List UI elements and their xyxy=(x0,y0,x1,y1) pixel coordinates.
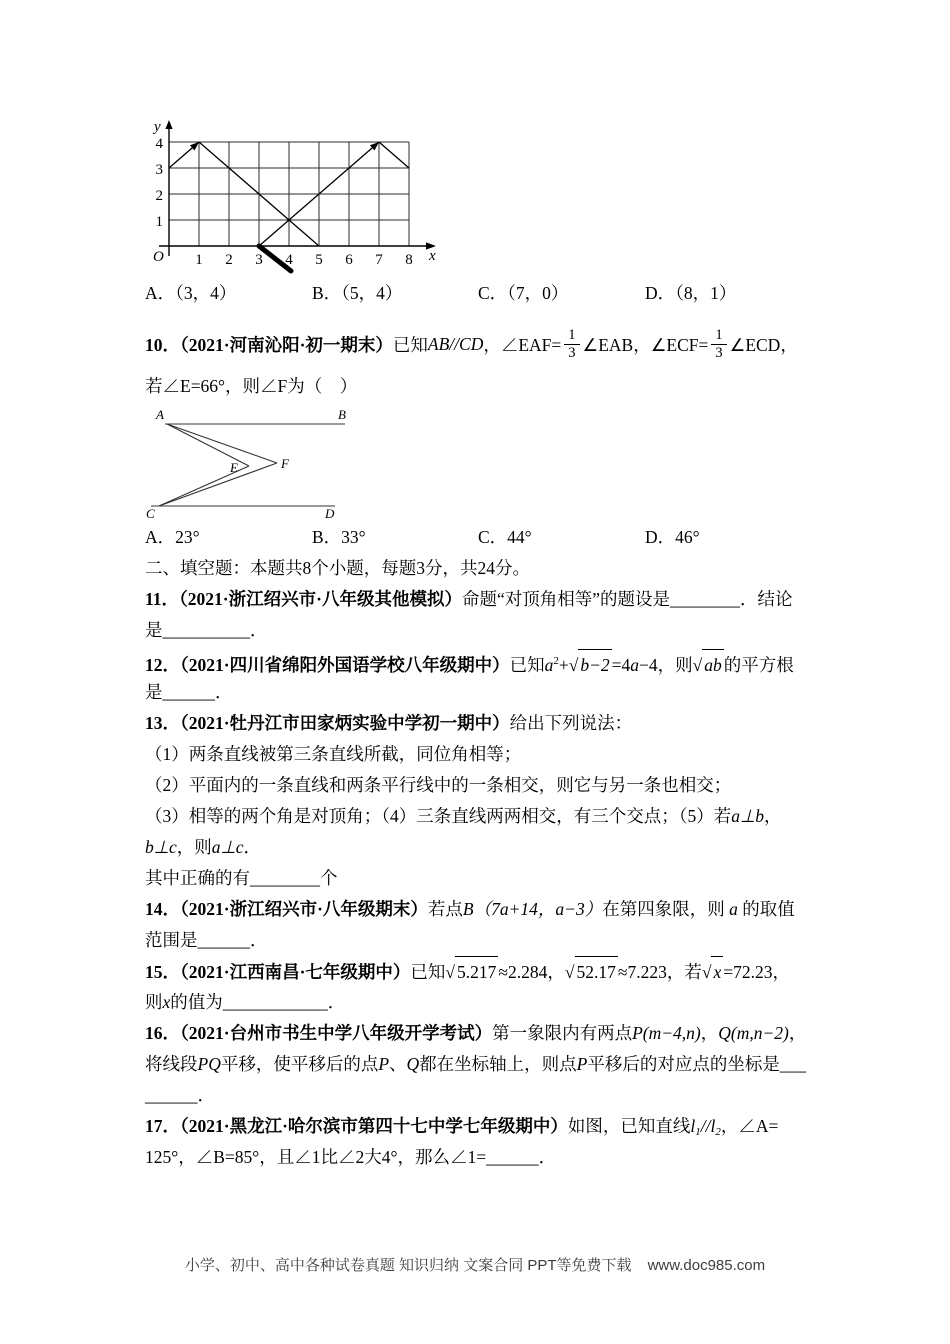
x-tick-8: 8 xyxy=(405,252,413,268)
point-label-C: C xyxy=(146,506,155,520)
q13-item3-text: （3）相等的两个角是对顶角；（4）三条直线两两相交，有三个交点；（5）若 xyxy=(145,806,732,826)
q15-known: 已知 xyxy=(410,962,446,982)
q17-line-l2: l xyxy=(710,1116,716,1136)
q11-number-source: 11．（2021·浙江绍兴市·八年级其他模拟） xyxy=(145,589,462,609)
x-tick-5: 5 xyxy=(315,252,323,268)
q10-option-a: A．23° xyxy=(145,527,200,547)
grid-lines xyxy=(169,142,409,246)
y-axis-arrow xyxy=(165,120,172,129)
q14-number-source: 14．（2021·浙江绍兴市·八年级期末） xyxy=(145,899,428,919)
x-tick-7: 7 xyxy=(375,252,383,268)
radical-sign: √ xyxy=(568,655,579,675)
q13-math-bc: b⊥c xyxy=(145,837,177,857)
q10-number-source: 10．（2021·河南沁阳·初一期末） xyxy=(145,334,393,355)
q9-option-a: A．（3，4） xyxy=(145,283,237,303)
q14-var-a: a xyxy=(729,899,738,919)
point-label-E: E xyxy=(230,460,238,475)
q16-line1 xyxy=(145,1018,825,1049)
q16-var-p2: P xyxy=(576,1054,588,1074)
q16-comma2: ， xyxy=(788,1023,807,1043)
page-footer xyxy=(0,1254,950,1275)
q15-line1 xyxy=(145,956,825,987)
q16-var-p: P xyxy=(378,1054,390,1074)
x-axis-label: x xyxy=(429,248,436,264)
radical-sign: √ xyxy=(445,962,456,982)
q9-option-d: D．（8，1） xyxy=(645,283,737,303)
fraction-denominator: 3 xyxy=(568,344,576,361)
q15-approx2: ≈7.223，若 xyxy=(617,962,702,982)
q10-figure xyxy=(145,406,385,520)
x-tick-6: 6 xyxy=(345,252,353,268)
q10-option-b: B．33° xyxy=(312,527,366,547)
y-tick-4: 4 xyxy=(155,136,163,152)
point-label-B: B xyxy=(338,407,346,422)
q14-seg2: 在第四象限，则 xyxy=(602,899,730,919)
q12-known: 已知 xyxy=(509,655,545,675)
point-label-F: F xyxy=(281,456,289,471)
q13-comma: ， xyxy=(764,806,782,826)
q17-seg1: 如图，已知直线 xyxy=(567,1116,691,1136)
q12-line1 xyxy=(145,646,825,677)
q17-number-source: 17．（2021·黑龙江·哈尔滨市第四十七中学七年级期中） xyxy=(145,1116,568,1136)
q17-line1 xyxy=(145,1111,825,1142)
q10-option-d: D．46° xyxy=(645,527,700,547)
q13-number-source: 13．（2021·牡丹江市田家炳实验中学初一期中） xyxy=(145,713,510,733)
q17-line-l1: l xyxy=(690,1116,696,1136)
q16-line3: ______． xyxy=(145,1085,215,1105)
page-content xyxy=(145,110,825,1173)
q9-coordinate-graph xyxy=(145,114,440,276)
q12-line2: 是______． xyxy=(145,682,233,702)
q10-fraction-1 xyxy=(564,327,579,361)
q15-approx1: ≈2.284， xyxy=(498,962,565,982)
q13-tail: 其中正确的有________个 xyxy=(145,868,338,888)
fraction-denominator: 3 xyxy=(715,344,723,361)
q16-var-q: Q xyxy=(406,1054,420,1074)
q15-var-x: x xyxy=(162,992,171,1012)
q17-line2: 125°，∠B=85°，且∠1比∠2大4°，那么∠1=______． xyxy=(145,1147,557,1167)
q12-eq2: −4 xyxy=(639,655,658,675)
q12-number-source: 12．（2021·四川省绵阳外国语学校八年级期中） xyxy=(145,655,510,675)
q13-math-ac: a⊥c xyxy=(211,837,244,857)
q15-tail: 的值为____________． xyxy=(170,992,346,1012)
q17-parallel-sign: // xyxy=(700,1116,711,1136)
q12-var-a: a xyxy=(544,655,554,675)
radicand: 5.217 xyxy=(455,956,498,988)
q15-line2 xyxy=(145,987,825,1018)
q12-tail: 的平方根 xyxy=(723,655,794,675)
q10-known: 已知 xyxy=(392,334,428,355)
q16-seg2: 将线段 xyxy=(145,1054,198,1074)
q16-seg6: 平移后的对应点的坐标是___ xyxy=(587,1054,807,1074)
q15-radical-1 xyxy=(445,956,498,988)
q15-then: 则 xyxy=(145,992,163,1012)
q16-segment-pq: PQ xyxy=(197,1054,221,1074)
q16-comma1: ， xyxy=(700,1023,719,1043)
radicand: x xyxy=(711,956,723,988)
q15-radical-2 xyxy=(565,956,618,988)
path-segment-4 xyxy=(379,142,409,168)
footer-url: www.doc985.com xyxy=(647,1257,766,1274)
radicand: ab xyxy=(702,649,724,681)
q13-then: ，则 xyxy=(176,837,212,857)
q11-body: 命题“对顶角相等”的题设是________．结论 xyxy=(461,589,793,609)
point-label-A: A xyxy=(156,407,164,422)
q10-seg-ecd: ∠ECD， xyxy=(729,334,798,355)
q12-eq1: =4 xyxy=(611,655,631,675)
x-tick-3: 3 xyxy=(255,252,263,268)
x-tick-4: 4 xyxy=(285,252,293,268)
q12-radical-2 xyxy=(693,649,724,681)
q9-option-b: B．（5，4） xyxy=(312,283,403,303)
x-tick-1: 1 xyxy=(195,252,203,268)
q17-sub1: 1 xyxy=(695,1126,701,1138)
q10-line1 xyxy=(145,317,825,371)
radicand: b−2 xyxy=(578,649,611,681)
radical-sign: √ xyxy=(692,655,703,675)
q14-line1 xyxy=(145,894,825,925)
q12-then: ，则 xyxy=(657,655,693,675)
q16-number-source: 16．（2021·台州市书生中学八年级开学考试） xyxy=(145,1023,493,1043)
q13-line1 xyxy=(145,708,825,739)
q16-seg4: 、 xyxy=(389,1054,407,1074)
q16-line2 xyxy=(145,1049,825,1080)
q13-item3 xyxy=(145,801,825,832)
radicand: 52.17 xyxy=(575,956,618,988)
q10-line2: 若∠E=66°，则∠F为（ ） xyxy=(145,376,358,396)
q12-eq-var: a xyxy=(630,655,640,675)
q10-seg-eaf: ，∠EAF= xyxy=(483,334,562,355)
segment-CF xyxy=(159,463,277,506)
q10-seg-eab: ∠EAB，∠ECF= xyxy=(582,334,709,355)
q10-parallel-statement: AB//CD xyxy=(427,333,484,354)
q16-point-p: P(m−4,n) xyxy=(632,1023,701,1043)
q13-math-ab: a⊥b xyxy=(731,806,764,826)
x-tick-2: 2 xyxy=(225,252,233,268)
q14-line2: 范围是______． xyxy=(145,930,268,950)
q13-intro: 给出下列说法： xyxy=(509,713,633,733)
q10-options-row xyxy=(145,522,825,553)
segment-AF xyxy=(167,424,277,463)
y-tick-2: 2 xyxy=(155,188,163,204)
q11-line2: 是__________． xyxy=(145,620,268,640)
q15-number-source: 15．（2021·江西南昌·七年级期中） xyxy=(145,962,411,982)
q16-seg5: 都在坐标轴上，则点 xyxy=(419,1054,577,1074)
radical-sign: √ xyxy=(701,962,712,982)
q12-plus: + xyxy=(558,655,569,675)
fraction-numerator: 1 xyxy=(564,327,579,345)
q14-seg1: 若点 xyxy=(427,899,463,919)
q13-item2: （2）平面内的一条直线和两条平行线中的一条相交，则它与另一条也相交； xyxy=(145,775,732,795)
q9-options-row xyxy=(145,278,825,309)
q10-fraction-2 xyxy=(711,327,726,361)
q16-seg3: 平移，使平移后的点 xyxy=(220,1054,379,1074)
origin-label: O xyxy=(153,249,164,265)
q16-point-q: Q(m,n−2) xyxy=(718,1023,789,1043)
q13-item1: （1）两条直线被第三条直线所截，同位角相等； xyxy=(145,744,522,764)
q12-radical-1 xyxy=(569,649,612,681)
q11-line1 xyxy=(145,584,825,615)
q14-point: B（7a+14，a−3） xyxy=(462,899,603,919)
q13-period: ． xyxy=(243,837,262,857)
section2-header: 二、填空题：本题共8个小题，每题3分，共24分。 xyxy=(145,558,530,578)
footer-text: 小学、初中、高中各种试卷真题 知识归纳 文案合同 PPT等免费下载 xyxy=(184,1257,632,1274)
radical-sign: √ xyxy=(564,962,575,982)
point-label-D: D xyxy=(325,506,335,520)
q10-option-c: C．44° xyxy=(478,527,532,547)
y-axis-label: y xyxy=(154,119,161,135)
q14-seg3: 的取值 xyxy=(737,899,795,919)
q17-tail: ，∠A= xyxy=(720,1116,779,1136)
y-tick-1: 1 xyxy=(155,214,163,230)
q12-exponent: 2 xyxy=(553,655,559,667)
q13-item3-cont xyxy=(145,832,825,863)
q15-radical-3 xyxy=(702,956,723,988)
y-tick-3: 3 xyxy=(155,162,163,178)
q16-seg1: 第一象限内有两点 xyxy=(492,1023,633,1043)
q15-eq: =72.23， xyxy=(723,962,790,982)
q17-sub2: 2 xyxy=(715,1126,721,1138)
fraction-numerator: 1 xyxy=(711,327,726,345)
q9-option-c: C．（7，0） xyxy=(478,283,569,303)
